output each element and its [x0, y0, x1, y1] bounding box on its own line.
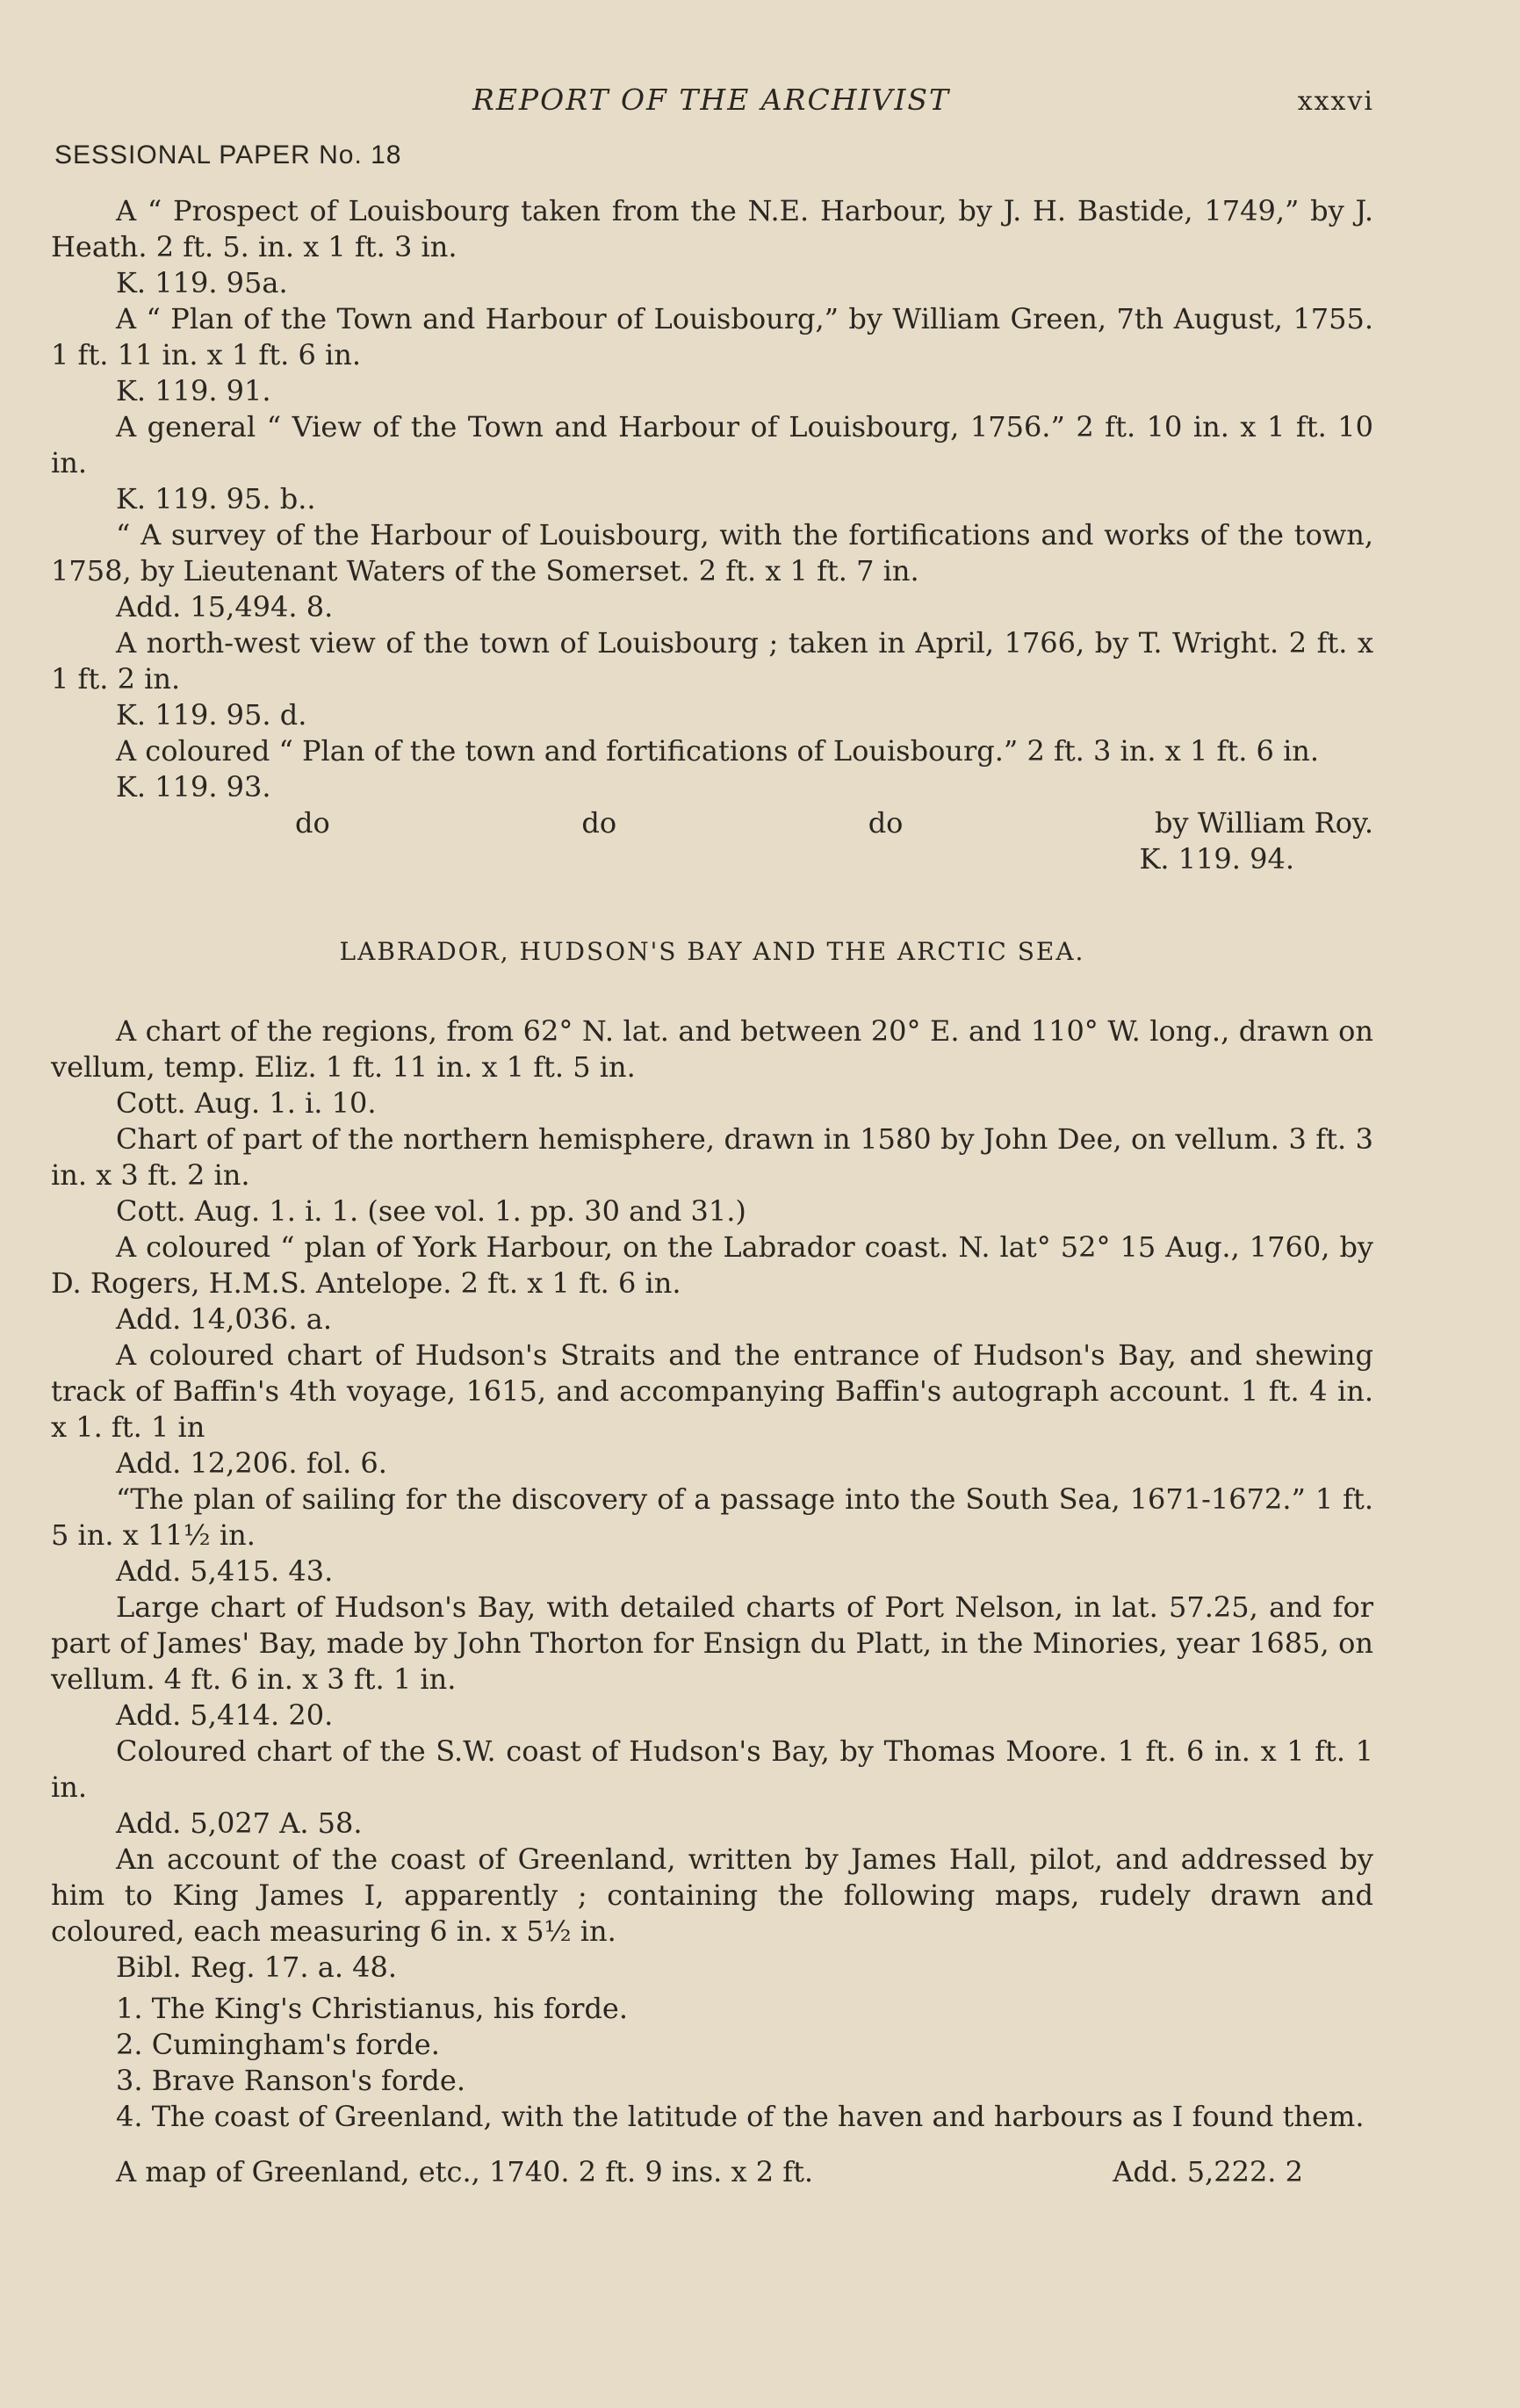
entry-text: An account of the coast of Greenland, written by James Hall, pilot, and addressed by him to King James I, apparently ; containing the following maps, rudely drawn and coloured, each measuring 6 in. x 5½ in. — [51, 1842, 1373, 1948]
catalogue-entry — [51, 1590, 1373, 1734]
catalogue-entry — [51, 1121, 1373, 1229]
catalogue-entry — [51, 517, 1373, 625]
catalogue-entry — [51, 409, 1373, 517]
catalogue-reference: K. 119. 94. — [1139, 842, 1294, 876]
catalogue-entry — [51, 733, 1373, 805]
catalogue-reference: Add. 5,222. 2 — [1113, 2155, 1303, 2188]
page-number: xxxvi — [1297, 86, 1374, 117]
document-body — [51, 193, 1373, 2190]
ditto-row — [51, 805, 1373, 841]
entry-text: A coloured “ Plan of the town and fortifications of Louisbourg.” 2 ft. 3 in. x 1 ft. 6 in. — [116, 734, 1320, 768]
catalogue-reference: Add. 5,415. 43. — [116, 1554, 334, 1588]
entry-text: “The plan of sailing for the discovery of a passage into the South Sea, 1671-1672.” 1 ft. 5 in. x 11½ in. — [51, 1482, 1373, 1552]
catalogue-reference: Cott. Aug. 1. i. 1. (see vol. 1. pp. 30 and 31.) — [116, 1194, 746, 1228]
entry-text: A “ Plan of the Town and Harbour of Louisbourg,” by William Green, 7th August, 1755. 1 ft. 11 in. x 1 ft. 6 in. — [51, 302, 1373, 371]
entry-text: A chart of the regions, from 62° N. lat. and between 20° E. and 110° W. long., drawn on vellum, temp. Eliz. 1 ft. 11 in. x 1 ft. 5 in. — [51, 1014, 1373, 1084]
entry-text: “ A survey of the Harbour of Louisbourg, with the fortifications and works of the town, 1758, by Lieutenant Waters of the Somerset. 2 ft. x 1 ft. 7 in. — [51, 518, 1373, 588]
catalogue-reference: K. 119. 95. b.. — [116, 482, 316, 515]
catalogue-entry — [51, 193, 1373, 301]
entry-text: A general “ View of the Town and Harbour of Louisbourg, 1756.” 2 ft. 10 in. x 1 ft. 10 in. — [51, 410, 1373, 479]
map-list — [116, 1991, 1373, 2135]
entry-text: Coloured chart of the S.W. coast of Hudson's Bay, by Thomas Moore. 1 ft. 6 in. x 1 ft. 1 in. — [51, 1734, 1373, 1804]
catalogue-entry — [51, 1734, 1373, 1842]
entry-text: Large chart of Hudson's Bay, with detailed charts of Port Nelson, in lat. 57.25, and for part of James' Bay, made by John Thorton for Ensign du Platt, in the Minories, year 1685, on vellum. 4 ft. 6 in. x 3 ft. 1 in. — [51, 1590, 1373, 1696]
catalogue-reference: K. 119. 91. — [116, 374, 271, 407]
catalogue-reference: Add. 14,036. a. — [116, 1302, 332, 1336]
catalogue-reference: K. 119. 95a. — [116, 266, 288, 299]
sessional-paper-label: SESSIONAL PAPER No. 18 — [54, 141, 402, 169]
catalogue-entry — [51, 301, 1373, 409]
final-entry — [51, 2154, 1373, 2190]
entry-text: A north-west view of the town of Louisbourg ; taken in April, 1766, by T. Wright. 2 ft. x 1 ft. 2 in. — [51, 626, 1373, 696]
section-heading: LABRADOR, HUDSON'S BAY AND THE ARCTIC SEA. — [339, 937, 1085, 966]
catalogue-entry — [51, 1482, 1373, 1590]
labrador-entries — [51, 1013, 1373, 1986]
map-list-item: 4. The coast of Greenland, with the latitude of the haven and harbours as I found them. — [116, 2100, 1365, 2133]
catalogue-entry — [51, 1013, 1373, 1121]
ditto-2: do — [581, 806, 617, 840]
catalogue-entry — [51, 1842, 1373, 1986]
catalogue-reference: Add. 5,414. 20. — [116, 1698, 334, 1732]
entry-text: A coloured “ plan of York Harbour, on the Labrador coast. N. lat° 52° 15 Aug., 1760, by D. Rogers, H.M.S. Antelope. 2 ft. x 1 ft. 6 in. — [51, 1230, 1373, 1300]
running-header: REPORT OF THE ARCHIVIST — [472, 83, 950, 117]
catalogue-reference: Bibl. Reg. 17. a. 48. — [116, 1950, 398, 1984]
catalogue-reference: Cott. Aug. 1. i. 10. — [116, 1086, 377, 1120]
catalogue-reference: Add. 12,206. fol. 6. — [116, 1446, 387, 1480]
map-list-item: 3. Brave Ranson's forde. — [116, 2064, 465, 2097]
entry-text: A map of Greenland, etc., 1740. 2 ft. 9 ins. x 2 ft. — [116, 2155, 814, 2188]
catalogue-reference: K. 119. 95. d. — [116, 698, 307, 732]
catalogue-entry — [51, 1229, 1373, 1337]
entry-text: A coloured chart of Hudson's Straits and the entrance of Hudson's Bay, and shewing track of Baffin's 4th voyage, 1615, and accompanying Baffin's autograph account. 1 ft. 4 in. x 1. ft. 1 in — [51, 1338, 1373, 1444]
map-list-item: 2. Cumingham's forde. — [116, 2028, 440, 2061]
catalogue-reference: Add. 5,027 A. 58. — [116, 1806, 363, 1840]
ditto-author: by William Roy. — [1155, 806, 1373, 840]
entry-text: Chart of part of the northern hemisphere, drawn in 1580 by John Dee, on vellum. 3 ft. 3 in. x 3 ft. 2 in. — [51, 1122, 1373, 1192]
catalogue-entry — [51, 625, 1373, 733]
ditto-3: do — [868, 806, 904, 840]
catalogue-entry — [51, 1337, 1373, 1482]
ditto-1: do — [295, 806, 330, 840]
catalogue-reference: Add. 15,494. 8. — [116, 590, 334, 624]
catalogue-reference: K. 119. 93. — [116, 770, 271, 804]
map-list-item: 1. The King's Christianus, his forde. — [116, 1992, 629, 2025]
entry-text: A “ Prospect of Louisbourg taken from the N.E. Harbour, by J. H. Bastide, 1749,” by J. Heath. 2 ft. 5. in. x 1 ft. 3 in. — [51, 194, 1373, 263]
louisbourg-entries — [51, 193, 1373, 805]
